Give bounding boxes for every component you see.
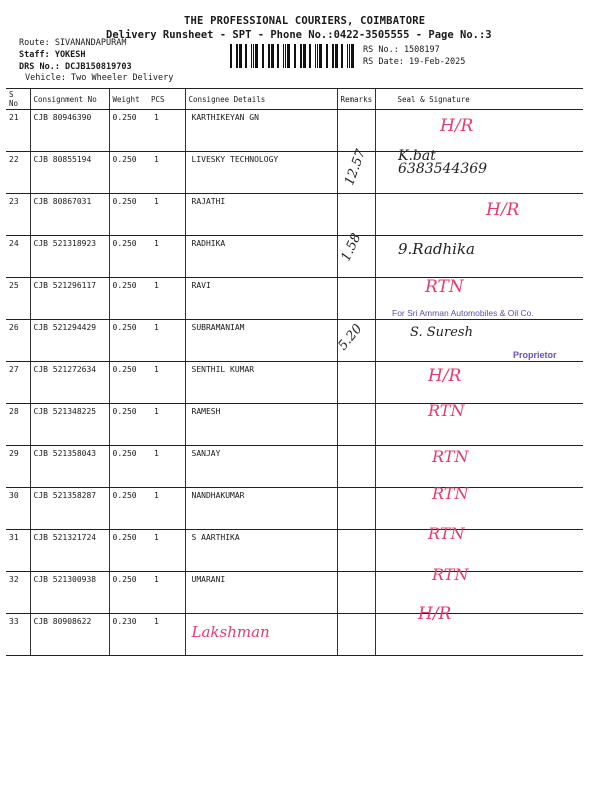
cell-sno <box>6 320 30 362</box>
cell-sno-text: 32 <box>9 575 19 584</box>
cell-signature <box>375 110 583 152</box>
cell-pcs <box>148 278 185 320</box>
cell-pcs <box>148 236 185 278</box>
cell-sno <box>6 530 30 572</box>
cell-weight <box>109 488 148 530</box>
cell-weight-text: 0.250 <box>112 533 137 542</box>
col-sno: S No <box>6 89 30 110</box>
cell-consignee-text: KARTHIKEYAN GN <box>191 113 259 122</box>
cell-consignment <box>30 152 109 194</box>
col-pcs: PCS <box>148 89 185 110</box>
cell-consignee-text: RAMESH <box>191 407 221 416</box>
cell-sno <box>6 362 30 404</box>
cell-consignee-text: SUBRAMANIAM <box>191 323 245 332</box>
cell-sno-text: 21 <box>9 113 19 122</box>
cell-consignment-text: CJB 521296117 <box>33 281 97 290</box>
cell-consignment <box>30 110 109 152</box>
cell-sno <box>6 110 30 152</box>
cell-consignee-text: LIVESKY TECHNOLOGY <box>191 155 279 164</box>
cell-sno-text: 24 <box>9 239 19 248</box>
cell-consignment <box>30 614 109 656</box>
cell-sno <box>6 488 30 530</box>
cell-pcs <box>148 614 185 656</box>
cell-sno-text: 29 <box>9 449 19 458</box>
sig-27: H/R <box>428 366 462 386</box>
cell-consignee <box>185 488 337 530</box>
cell-pcs <box>148 152 185 194</box>
cell-weight <box>109 362 148 404</box>
sig-32: RTN <box>432 565 469 584</box>
cell-consignment <box>30 278 109 320</box>
sig-31: RTN <box>428 524 465 543</box>
cell-remarks <box>337 110 375 152</box>
barcode <box>230 44 356 68</box>
cell-consignee-text: UMARANI <box>191 575 226 584</box>
cell-remarks <box>337 488 375 530</box>
cell-pcs-text: 1 <box>154 365 159 374</box>
cell-sno-text: 33 <box>9 617 19 626</box>
rs-date: RS Date: 19-Feb-2025 <box>363 57 466 67</box>
cell-remarks <box>337 572 375 614</box>
cell-consignment-text: CJB 80867031 <box>33 197 92 206</box>
cell-weight-text: 0.250 <box>112 113 137 122</box>
cell-consignment-text: CJB 521300938 <box>33 575 97 584</box>
cell-consignment-text: CJB 521358287 <box>33 491 97 500</box>
table-row <box>6 320 583 362</box>
cell-consignee <box>185 446 337 488</box>
cell-consignee <box>185 362 337 404</box>
cell-weight-text: 0.250 <box>112 323 137 332</box>
cell-signature <box>375 614 583 656</box>
cell-pcs <box>148 488 185 530</box>
cell-consignment-text: CJB 80855194 <box>33 155 92 164</box>
cell-sno <box>6 572 30 614</box>
remark-24: 1.58 <box>338 231 365 264</box>
cell-pcs-text: 1 <box>154 281 159 290</box>
cell-consignment-text: CJB 521294429 <box>33 323 97 332</box>
cell-remarks <box>337 194 375 236</box>
cell-pcs-text: 1 <box>154 449 159 458</box>
cell-pcs-text: 1 <box>154 407 159 416</box>
cell-remarks <box>337 362 375 404</box>
cell-weight-text: 0.250 <box>112 491 137 500</box>
cell-consignment-text: CJB 80908622 <box>33 617 92 626</box>
table-row <box>6 488 583 530</box>
cell-sno-text: 22 <box>9 155 19 164</box>
drs-label: DRS No.: DCJB150819703 <box>19 62 132 72</box>
cell-consignee-handwritten <box>185 614 337 656</box>
cell-consignment <box>30 446 109 488</box>
cell-consignment-text: CJB 521348225 <box>33 407 97 416</box>
cell-pcs <box>148 404 185 446</box>
cell-consignment <box>30 236 109 278</box>
cell-weight-text: 0.250 <box>112 155 137 164</box>
cell-remarks <box>337 530 375 572</box>
col-signature: Seal & Signature <box>375 89 583 110</box>
cell-sno <box>6 614 30 656</box>
sig-24: 9.Radhika <box>398 240 475 258</box>
cell-consignee <box>185 320 337 362</box>
cell-consignment <box>30 530 109 572</box>
cell-consignment <box>30 320 109 362</box>
cell-sno-text: 30 <box>9 491 19 500</box>
cell-consignee <box>185 404 337 446</box>
sig-29: RTN <box>432 447 469 466</box>
cell-weight <box>109 614 148 656</box>
cell-consignee-text: RAVI <box>191 281 211 290</box>
cell-signature <box>375 530 583 572</box>
cell-weight-text: 0.250 <box>112 281 137 290</box>
table-row <box>6 572 583 614</box>
cell-weight-text: 0.230 <box>112 617 137 626</box>
cell-consignee <box>185 110 337 152</box>
cell-consignee-text: SANJAY <box>191 449 221 458</box>
sig-22: K.bat 6383544369 <box>398 148 488 177</box>
cell-consignee-text: SENTHIL KUMAR <box>191 365 255 374</box>
vehicle-label: Vehicle: Two Wheeler Delivery <box>25 73 174 83</box>
cell-consignee-handwritten-text: Lakshman <box>191 623 270 641</box>
col-consignee: Consignee Details <box>185 89 337 110</box>
cell-consignment <box>30 572 109 614</box>
cell-weight <box>109 236 148 278</box>
table-row <box>6 236 583 278</box>
cell-pcs <box>148 572 185 614</box>
seal-proprietor: Proprietor <box>513 350 557 360</box>
table-row <box>6 362 583 404</box>
col-weight: Weight <box>109 89 148 110</box>
cell-consignee <box>185 572 337 614</box>
cell-pcs-text: 1 <box>154 323 159 332</box>
cell-sno <box>6 194 30 236</box>
cell-pcs-text: 1 <box>154 155 159 164</box>
rs-number: RS No.: 1508197 <box>363 45 440 55</box>
cell-weight <box>109 572 148 614</box>
cell-pcs <box>148 530 185 572</box>
cell-pcs-text: 1 <box>154 113 159 122</box>
cell-weight <box>109 530 148 572</box>
cell-consignment-text: CJB 521272634 <box>33 365 97 374</box>
cell-consignee <box>185 152 337 194</box>
cell-remarks <box>337 446 375 488</box>
cell-consignment <box>30 488 109 530</box>
sig-28: RTN <box>428 401 465 420</box>
cell-consignee <box>185 278 337 320</box>
table-row <box>6 530 583 572</box>
cell-consignee-text: NANDHAKUMAR <box>191 491 245 500</box>
cell-sno-text: 31 <box>9 533 19 542</box>
runsheet-title: Delivery Runsheet - SPT - Phone No.:0422-3505555 - Page No.:3 <box>106 29 492 41</box>
cell-weight <box>109 152 148 194</box>
cell-consignment-text: CJB 80946390 <box>33 113 92 122</box>
cell-sno-text: 28 <box>9 407 19 416</box>
cell-pcs <box>148 194 185 236</box>
cell-consignee-text: RAJATHI <box>191 197 226 206</box>
remark-26: 5.20 <box>335 321 366 354</box>
cell-pcs <box>148 446 185 488</box>
seal-stamp-text: For Sri Amman Automobiles & Oil Co. <box>392 308 534 318</box>
staff-label: Staff: YOKESH <box>19 50 86 60</box>
cell-weight <box>109 404 148 446</box>
cell-remarks <box>337 404 375 446</box>
cell-signature <box>375 572 583 614</box>
cell-consignee <box>185 530 337 572</box>
cell-sno <box>6 404 30 446</box>
cell-sno <box>6 152 30 194</box>
cell-pcs <box>148 362 185 404</box>
cell-sno-text: 25 <box>9 281 19 290</box>
cell-sno <box>6 446 30 488</box>
cell-signature <box>375 488 583 530</box>
cell-consignee-text: S AARTHIKA <box>191 533 240 542</box>
table-header <box>6 89 583 110</box>
cell-pcs-text: 1 <box>154 533 159 542</box>
cell-consignee <box>185 194 337 236</box>
cell-signature <box>375 194 583 236</box>
cell-pcs-text: 1 <box>154 617 159 626</box>
cell-weight-text: 0.250 <box>112 365 137 374</box>
cell-pcs-text: 1 <box>154 575 159 584</box>
cell-sno-text: 26 <box>9 323 19 332</box>
cell-sno <box>6 236 30 278</box>
table-row <box>6 404 583 446</box>
cell-consignment-text: CJB 521358043 <box>33 449 97 458</box>
cell-sno-text: 27 <box>9 365 19 374</box>
cell-remarks <box>337 614 375 656</box>
cell-weight-text: 0.250 <box>112 575 137 584</box>
cell-consignment <box>30 194 109 236</box>
sig-23: H/R <box>486 200 520 220</box>
cell-pcs <box>148 320 185 362</box>
table-row <box>6 614 583 656</box>
sig-26: S. Suresh <box>410 325 473 340</box>
cell-weight-text: 0.250 <box>112 407 137 416</box>
cell-pcs-text: 1 <box>154 197 159 206</box>
cell-weight <box>109 278 148 320</box>
cell-consignee-text: RADHIKA <box>191 239 226 248</box>
cell-weight-text: 0.250 <box>112 449 137 458</box>
sig-33: H/R <box>418 604 452 624</box>
company-title: THE PROFESSIONAL COURIERS, COIMBATORE <box>184 15 426 27</box>
table-row <box>6 446 583 488</box>
cell-signature <box>375 446 583 488</box>
cell-weight-text: 0.250 <box>112 239 137 248</box>
cell-pcs <box>148 110 185 152</box>
route-label: Route: SIVANANDAPURAM <box>19 38 127 48</box>
cell-sno-text: 23 <box>9 197 19 206</box>
table-row <box>6 110 583 152</box>
remark-22: 12.57 <box>342 147 370 188</box>
cell-consignment-text: CJB 521318923 <box>33 239 97 248</box>
cell-sno <box>6 278 30 320</box>
sig-30: RTN <box>432 484 469 503</box>
sig-25: RTN <box>425 277 464 297</box>
cell-consignment <box>30 404 109 446</box>
cell-weight <box>109 446 148 488</box>
cell-weight-text: 0.250 <box>112 197 137 206</box>
cell-weight <box>109 110 148 152</box>
cell-weight <box>109 194 148 236</box>
cell-pcs-text: 1 <box>154 491 159 500</box>
cell-weight <box>109 320 148 362</box>
cell-consignment-text: CJB 521321724 <box>33 533 97 542</box>
cell-consignment <box>30 362 109 404</box>
col-remarks: Remarks <box>337 89 375 110</box>
sig-21: H/R <box>440 116 474 136</box>
cell-signature <box>375 404 583 446</box>
col-consignment: Consignment No <box>30 89 109 110</box>
cell-pcs-text: 1 <box>154 239 159 248</box>
cell-remarks <box>337 278 375 320</box>
cell-signature <box>375 362 583 404</box>
cell-consignee <box>185 236 337 278</box>
